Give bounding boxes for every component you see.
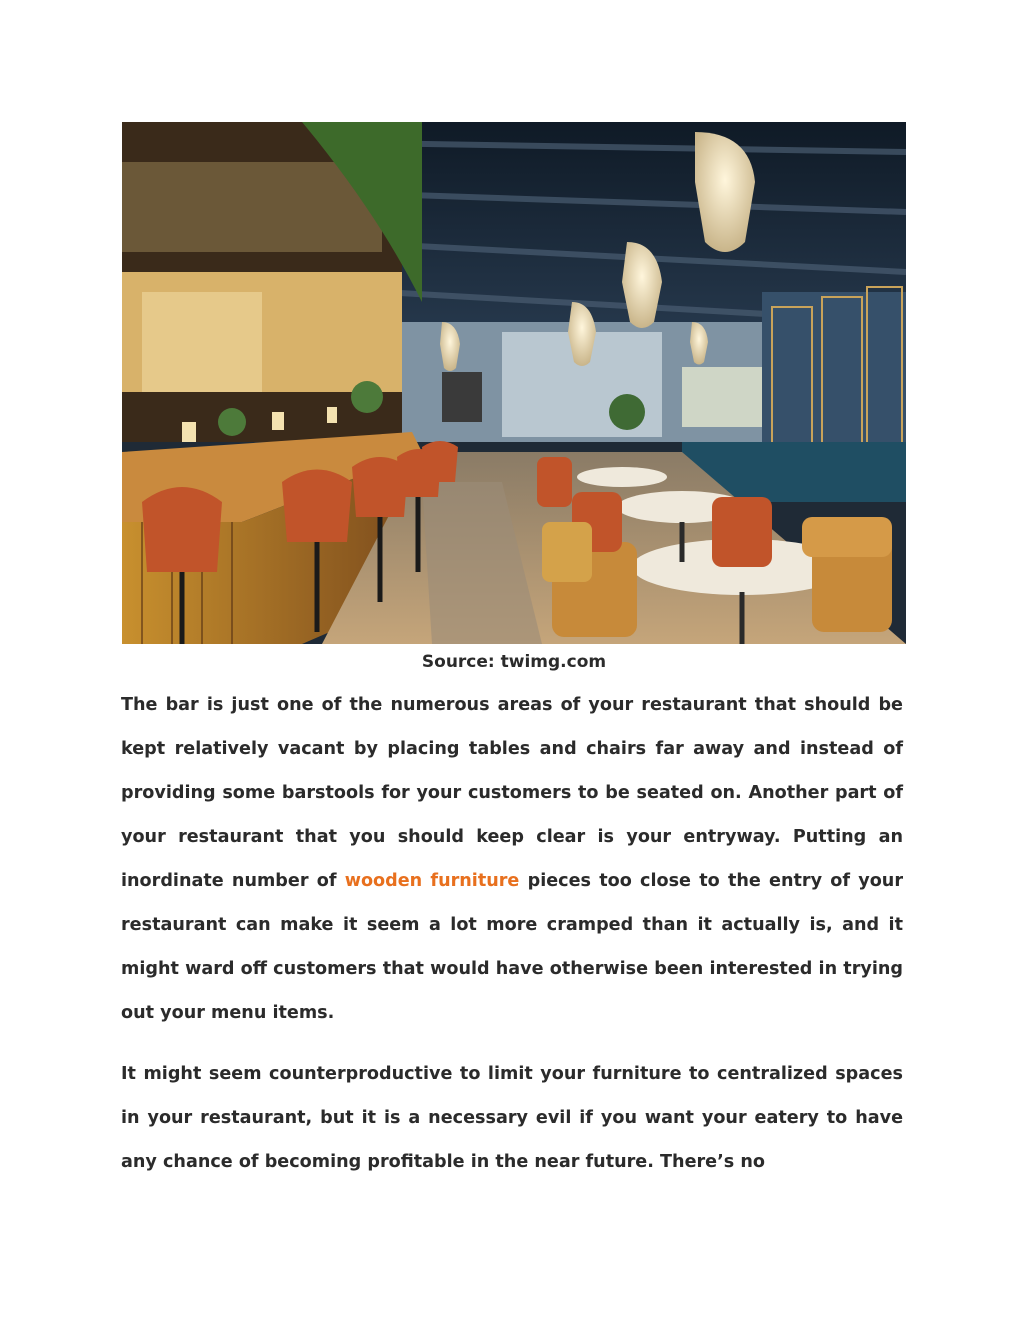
body-paragraph-1 [121, 683, 903, 1035]
body-paragraph-2: It might seem counterproductive to limit your furniture to centralized spaces in your restaurant, but it is a necessary evil if you want your eatery to have any chance of becoming profitable in the near future. There’s no [121, 1064, 903, 1172]
image-caption: Source: twimg.com [421, 652, 607, 672]
wooden-furniture-link[interactable]: wooden furniture [344, 871, 520, 891]
paragraph-1-text-end: pieces too close to the entry of your restaurant can make it seem a lot more cramped than it actually is, and it might ward off customers that would have otherwise been interested in trying out your menu items. [121, 871, 904, 1023]
restaurant-photo [122, 122, 906, 644]
paragraph-1-text-start: The bar is just one of the numerous areas of your restaurant that should be kept relatively vacant by placing tables and chairs far away and instead of providing some barstools for your customers to be seated on. Another part of your restaurant that you should keep clear is your entryway. Putting an inordinate number of [121, 695, 903, 891]
